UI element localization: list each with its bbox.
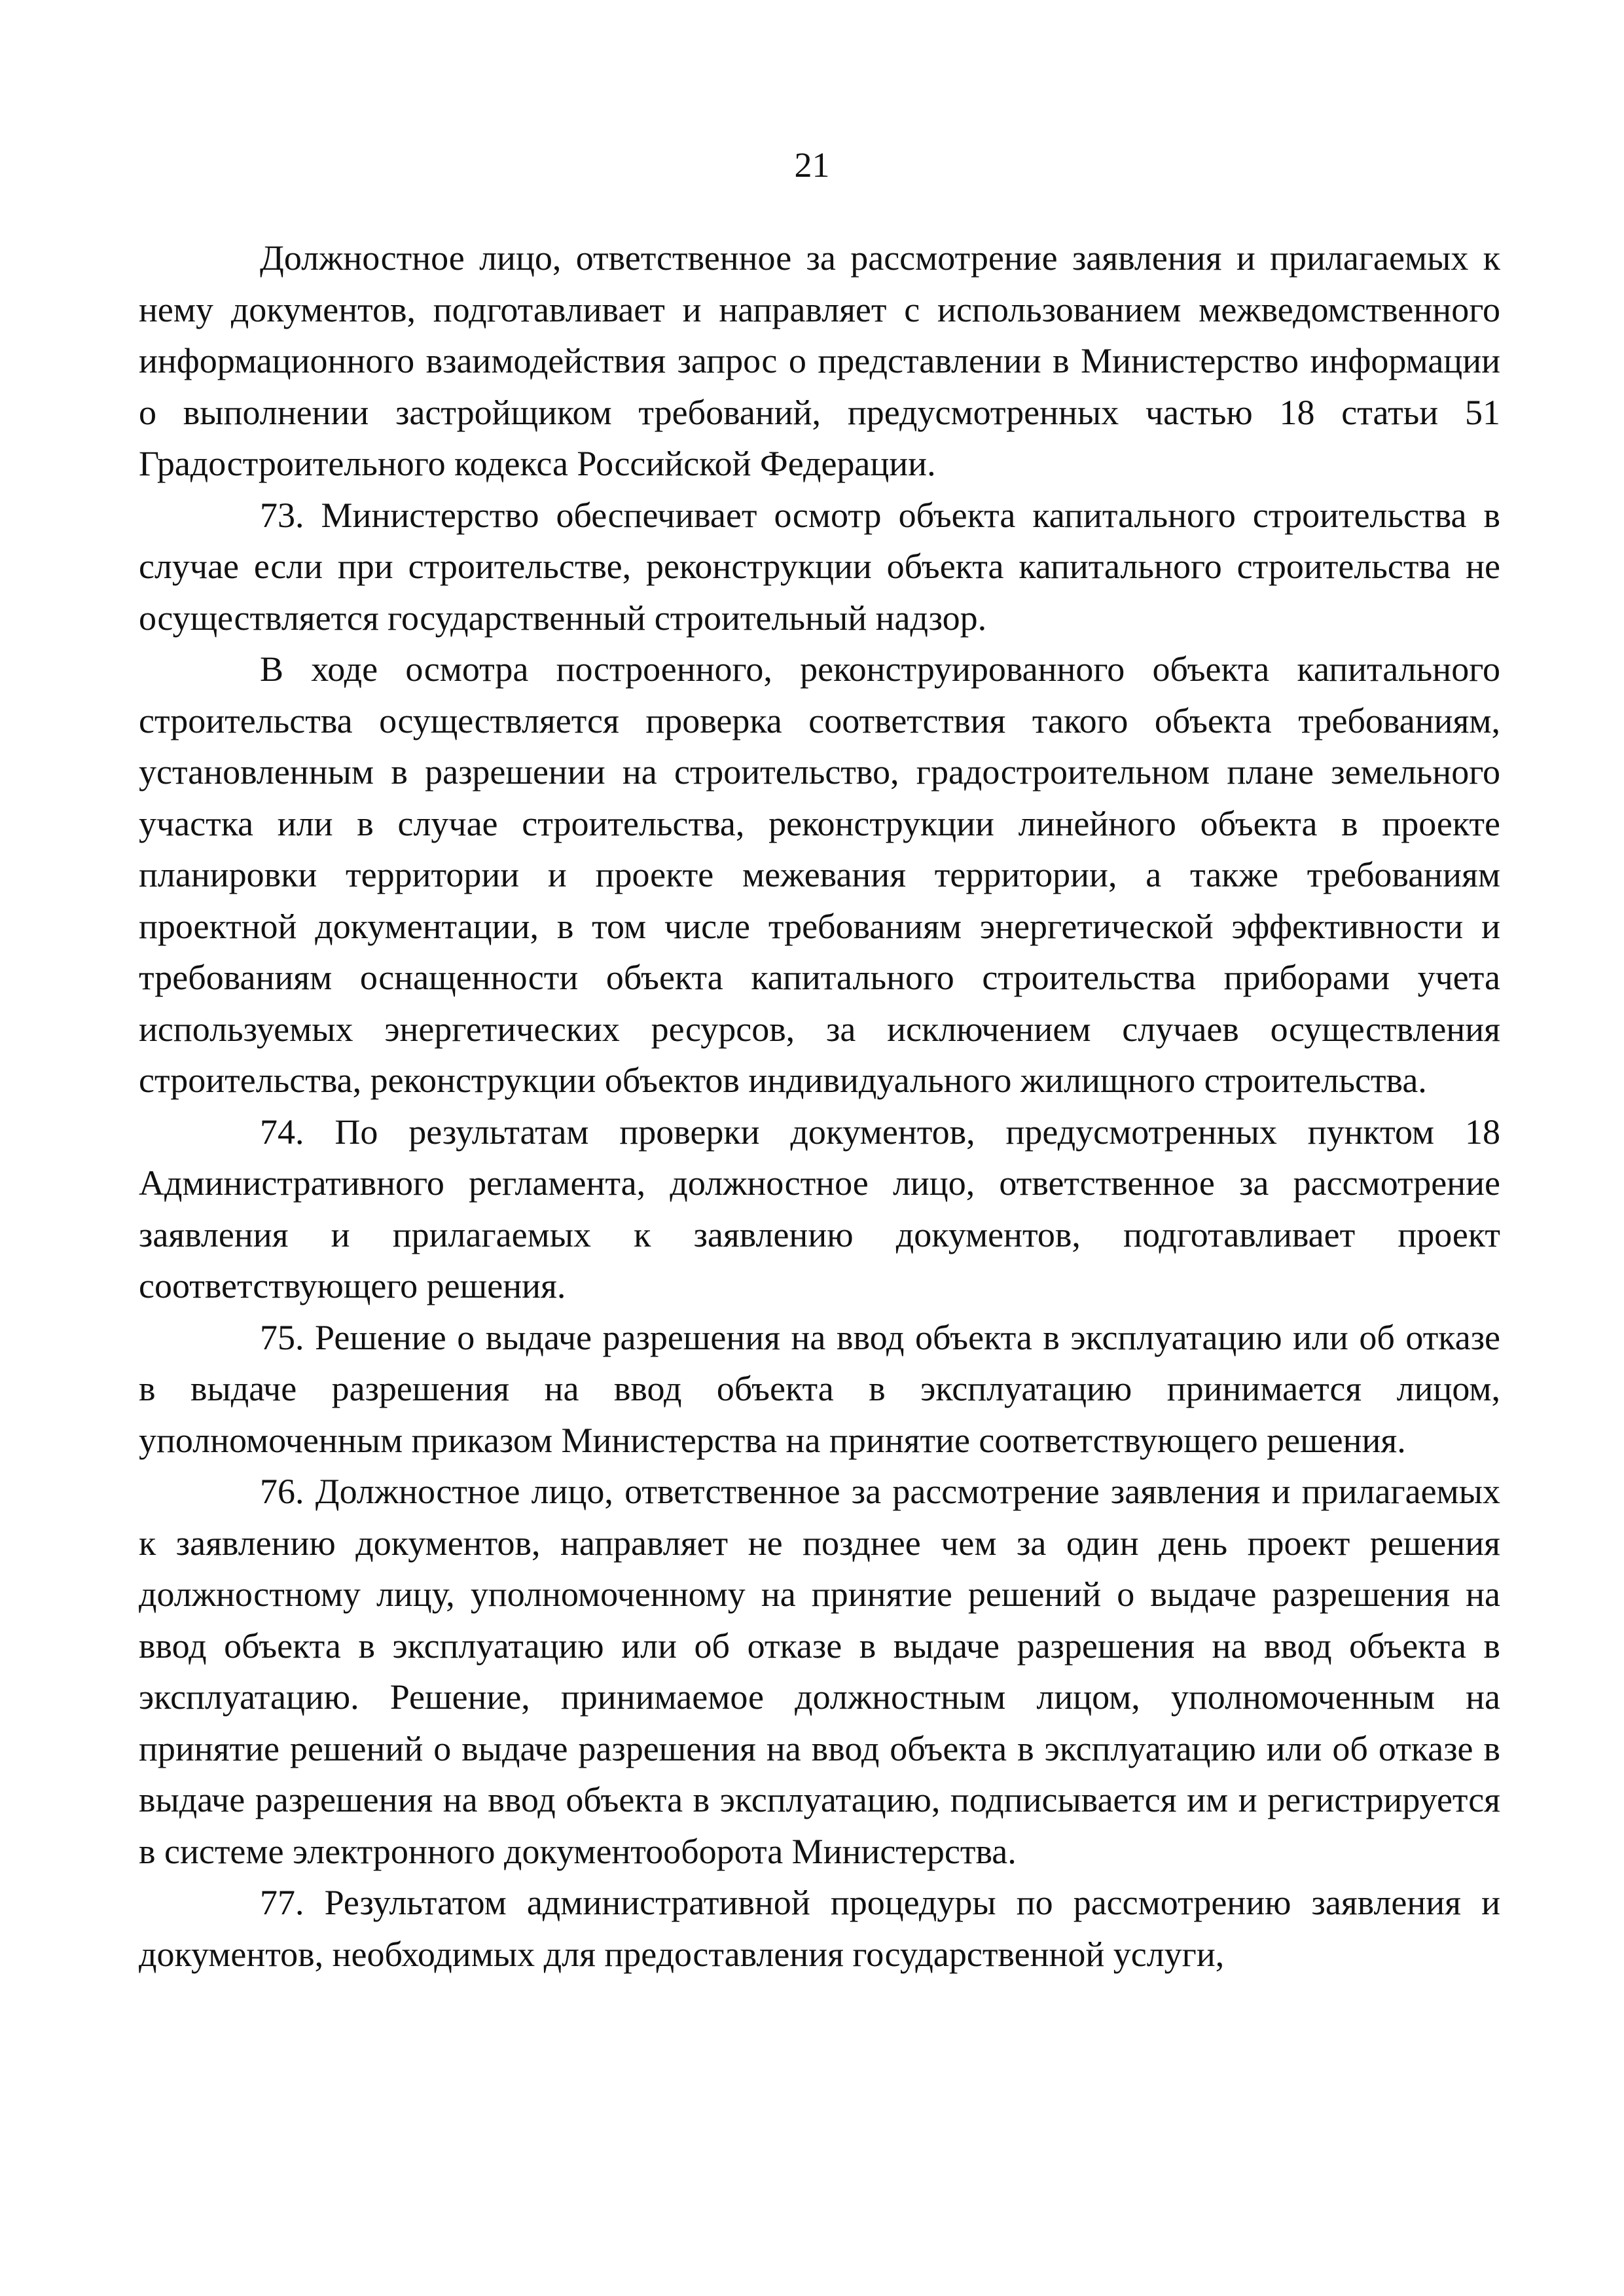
paragraph-73: 73. Министерство обеспечивает осмотр объекта капитального строительства в случае если при строительстве, реконструкции объекта капитального строительства не осуществляется государственный строительный надзор. [139, 495, 1500, 638]
paragraph-74: 74. По результатам проверки документов, предусмотренных пунктом 18 Административного регламента, должностное лицо, ответственное за рассмотрение заявления и прилагаемых к заявлению документов, подготавливает проект соответствующего решения. [139, 1112, 1500, 1305]
paragraph-75: 75. Решение о выдаче разрешения на ввод объекта в эксплуатацию или об отказе в выдаче разрешения на ввод объекта в эксплуатацию принимается лицом, уполномоченным приказом Министерства на принятие соответствующего решения. [139, 1317, 1500, 1460]
paragraph-77: 77. Результатом административной процедуры по рассмотрению заявления и документов, необходимых для предоставления государственной услуги, [139, 1883, 1500, 1974]
paragraph-76: 76. Должностное лицо, ответственное за рассмотрение заявления и прилагаемых к заявлению документов, направляет не позднее чем за один день проект решения должностному лицу, уполномоченному на принятие решений о выдаче разрешения на ввод объекта в эксплуатацию или об отказе в выдаче разрешения на ввод объекта в эксплуатацию. Решение, принимаемое должностным лицом, уполномоченным на принятие решений о выдаче разрешения на ввод объекта в эксплуатацию или об отказе в выдаче разрешения на ввод объекта в эксплуатацию, подписывается им и регистрируется в системе электронного документооборота Министерства. [139, 1472, 1500, 1871]
page-number: 21 [794, 145, 830, 185]
paragraph-intro: Должностное лицо, ответственное за рассмотрение заявления и прилагаемых к нему документов, подготавливает и направляет с использованием межведомственного информационного взаимодействия запрос о представлении в Министерство информации о выполнении застройщиком требований, предусмотренных частью 18 статьи 51 Градостроительного кодекса Российской Федерации. [139, 238, 1500, 483]
paragraph-73-continued: В ходе осмотра построенного, реконструированного объекта капитального строительства осуществляется проверка соответствия такого объекта требованиям, установленным в разрешении на строительство, градостроительном плане земельного участка или в случае строительства, реконструкции линейного объекта в проекте планировки территории и проекте межевания территории, а также требованиям проектной документации, в том числе требованиям энергетической эффективности и требованиям оснащенности объекта капитального строительства приборами учета используемых энергетических ресурсов, за исключением случаев осуществления строительства, реконструкции объектов индивидуального жилищного строительства. [139, 649, 1500, 1100]
document-body [139, 232, 1500, 1980]
